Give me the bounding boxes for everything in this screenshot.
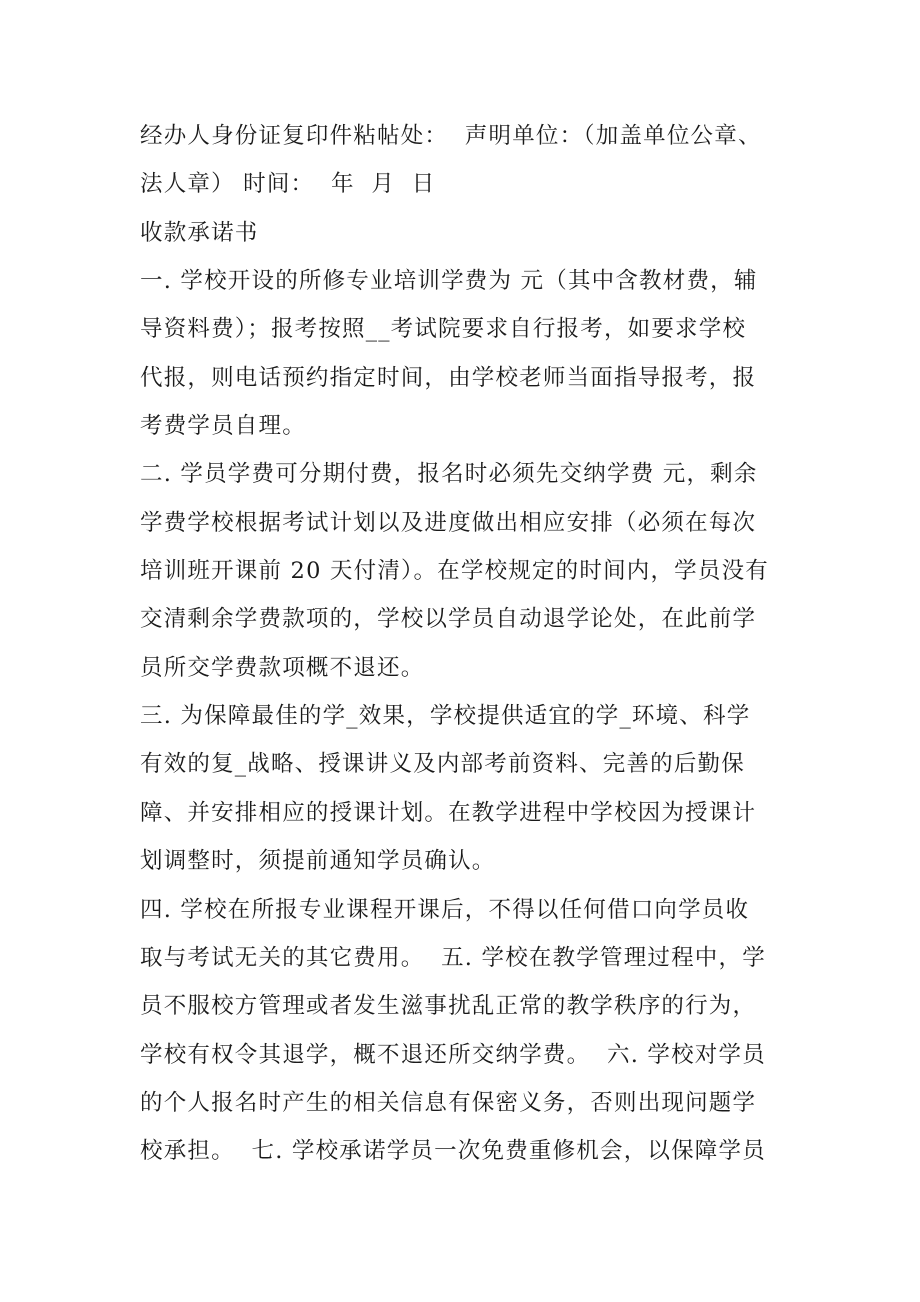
text-line: 员所交学费款项概不退还。 [140,654,425,681]
text-line: 取与考试无关的其它费用。 五. 学校在教学管理过程中，学 [140,944,766,971]
text-line: 四. 学校在所报专业课程开课后，不得以任何借口向学员收 [140,896,750,923]
text-line: 员不服校方管理或者发生滋事扰乱正常的教学秩序的行为， [140,993,757,1020]
text-line: 三. 为保障最佳的学_效果，学校提供适宜的学_环境、科学 [140,703,751,730]
text-line: 交清剩余学费款项的，学校以学员自动退学论处，在此前学 [140,606,757,633]
document-heading: 收款承诺书 [140,219,259,246]
text-line: 法人章） 时间： 年 月 日 [140,171,436,198]
text-line: 划调整时，须提前通知学员确认。 [140,848,496,875]
text-line: 二. 学员学费可分期付费，报名时必须先交纳学费 元，剩余 [140,461,758,488]
text-line: 一. 学校开设的所修专业培训学费为 元（其中含教材费，辅 [140,268,758,295]
text-line: 导资料费）；报考按照__考试院要求自行报考，如要求学校 [140,316,747,343]
text-line: 代报，则电话预约指定时间，由学校老师当面指导报考，报 [140,364,757,391]
text-line: 校承担。 七. 学校承诺学员一次免费重修机会，以保障学员 [140,1138,766,1165]
text-line: 障、并安排相应的授课计划。在教学进程中学校因为授课计 [140,799,757,826]
document-body [140,112,812,1176]
text-line: 的个人报名时产生的相关信息有保密义务，否则出现问题学 [140,1089,757,1116]
text-line: 有效的复_战略、授课讲义及内部考前资料、完善的后勤保 [140,751,745,778]
text-line: 培训班开课前 20 天付清）。在学校规定的时间内，学员没有 [140,558,769,585]
text-line: 考费学员自理。 [140,413,306,440]
text-line: 学校有权令其退学，概不退还所交纳学费。 六. 学校对学员 [140,1041,766,1068]
text-line: 经办人身份证复印件粘帖处： 声明单位：（加盖单位公章、 [140,123,762,149]
text-line: 学费学校根据考试计划以及进度做出相应安排（必须在每次 [140,509,757,536]
